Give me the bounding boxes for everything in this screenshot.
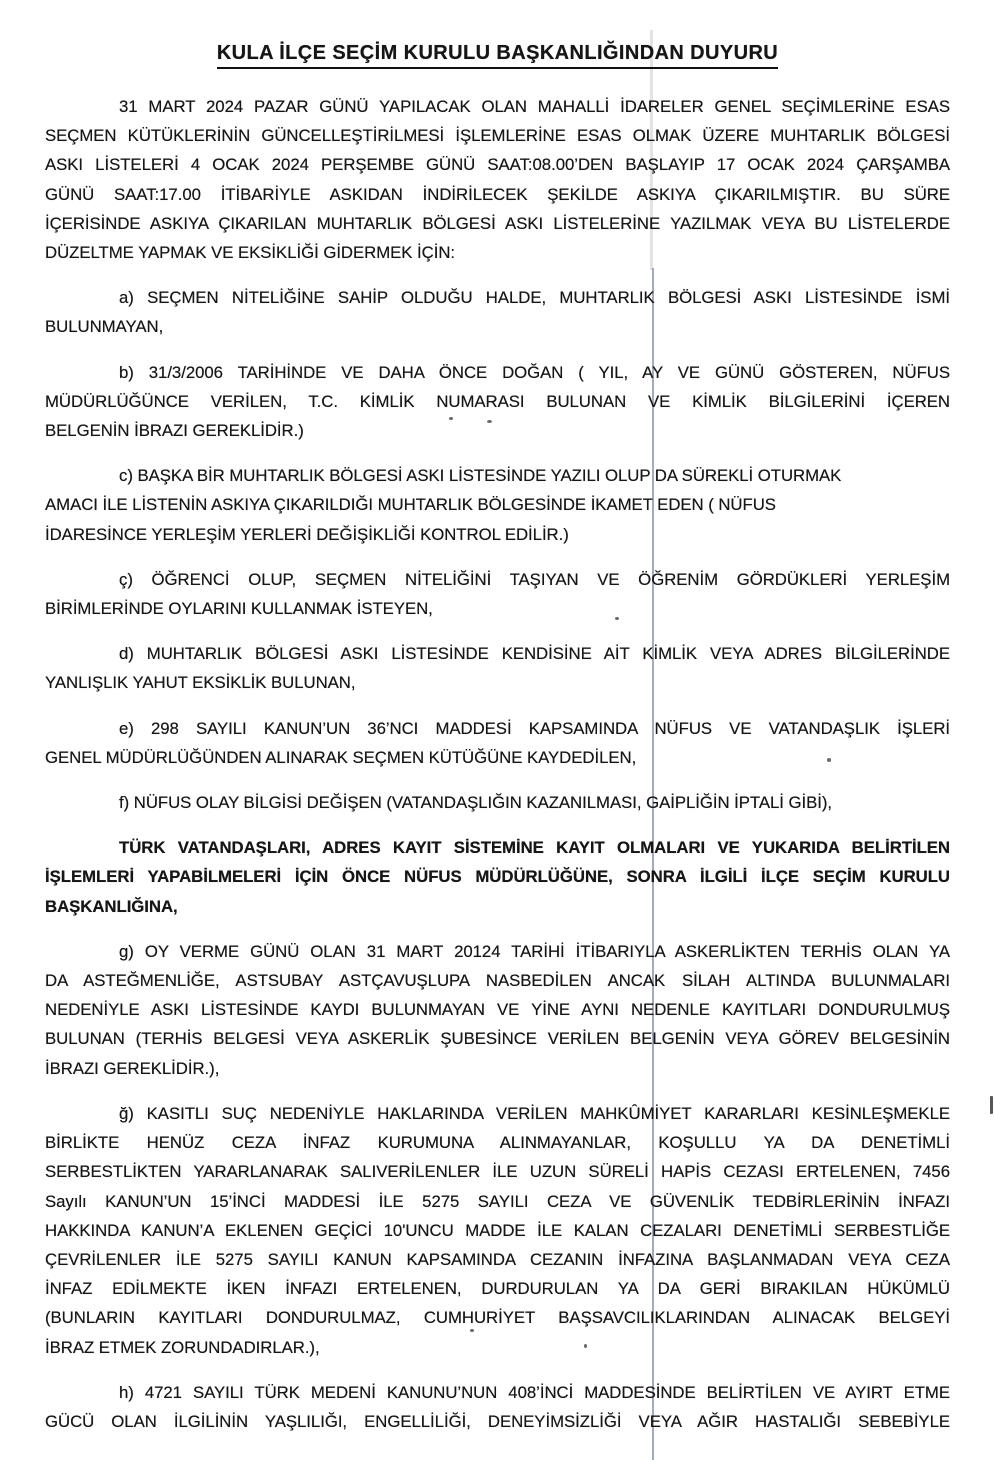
doc-line: BULUNMAYAN,	[45, 317, 164, 337]
doc-line: İBRAZ ETMEK ZORUNDADIRLAR.),	[45, 1337, 320, 1357]
paragraph-intro	[45, 92, 950, 267]
paragraph-item-c-cedilla	[45, 565, 950, 623]
document-title: KULA İLÇE SEÇİM KURULU BAŞKANLIĞINDAN DUYURU	[217, 42, 778, 69]
doc-line: DA ASTEĞMENLİĞE, ASTSUBAY ASTÇAVUŞLUPA NASBEDİLEN ANCAK SİLAH ALTINDA BULUNMALARI	[45, 971, 950, 991]
paragraph-item-a	[45, 283, 950, 341]
doc-line: BELGENİN İBRAZI GEREKLİDİR.)	[45, 421, 304, 441]
doc-line: TÜRK VATANDAŞLARI, ADRES KAYIT SİSTEMİNE KAYIT OLMALARI VE YUKARIDA BELİRTİLEN	[119, 838, 950, 858]
doc-line: İŞLEMLERİ YAPABİLMELERİ İÇİN ÖNCE NÜFUS MÜDÜRLÜĞÜNE, SONRA İLGİLİ İLÇE SEÇİM KURULU	[45, 867, 950, 887]
document-title-row	[45, 42, 950, 69]
document-body	[45, 92, 950, 1436]
doc-line: g) OY VERME GÜNÜ OLAN 31 MART 20124 TARİHİ İTİBARIYLA ASKERLİKTEN TERHİS OLAN YA	[119, 941, 950, 961]
paragraph-item-g-breve	[45, 1099, 950, 1362]
doc-line: BİRLİKTE HENÜZ CEZA İNFAZ KURUMUNA ALINMAYANLAR, KOŞULLU YA DA DENETİMLİ	[45, 1133, 950, 1153]
doc-line: İNFAZ EDİLMEKTE İKEN İNFAZI ERTELENEN, DURDURULAN YA DA GERİ BIRAKILAN HÜKÜMLÜ	[45, 1279, 950, 1299]
doc-line: a) SEÇMEN NİTELİĞİNE SAHİP OLDUĞU HALDE, MUHTARLIK BÖLGESİ ASKI LİSTESİNDE İSMİ	[119, 288, 950, 308]
scan-speck	[449, 417, 453, 420]
doc-line: NEDENİYLE ASKI LİSTESİNDE KAYDI BULUNMAYAN VE YİNE AYNI NEDENLE KAYITLARI DONDURULMUŞ	[45, 1000, 950, 1020]
doc-line: ÇEVRİLENLER İLE 5275 SAYILI KANUN KAPSAMINDA CEZANIN İNFAZINA BAŞLANMADAN VEYA CEZA	[45, 1249, 950, 1269]
doc-line: AMACI İLE LİSTENİN ASKIYA ÇIKARILDIĞI MUHTARLIK BÖLGESİNDE İKAMET EDEN ( NÜFUS	[45, 495, 776, 515]
doc-line: SERBESTLİKTEN YARARLANARAK SALIVERİLENLER İLE UZUN SÜRELİ HAPİS CEZASI ERTELENEN, 7456	[45, 1162, 950, 1182]
paragraph-item-f	[45, 788, 950, 817]
scan-speck	[584, 1344, 587, 1348]
doc-line: YANLIŞLIK YAHUT EKSİKLİK BULUNAN,	[45, 673, 356, 693]
scan-speck	[487, 420, 492, 423]
paragraph-bold-notice	[45, 833, 950, 921]
doc-line: BAŞKANLIĞINA,	[45, 896, 178, 916]
doc-line: f) NÜFUS OLAY BİLGİSİ DEĞİŞEN (VATANDAŞLIĞIN KAZANILMASI, GAİPLİĞİN İPTALİ GİBİ),	[119, 793, 833, 813]
scan-speck	[470, 1329, 474, 1332]
doc-line: ç) ÖĞRENCİ OLUP, SEÇMEN NİTELİĞİNİ TAŞIYAN VE ÖĞRENİM GÖRDÜKLERİ YERLEŞİM	[119, 569, 950, 589]
doc-line: ğ) KASITLI SUÇ NEDENİYLE HAKLARINDA VERİLEN MAHKÛMİYET KARARLARI KESİNLEŞMEKLE	[119, 1103, 950, 1123]
doc-line: (BUNLARIN KAYITLARI DONDURULMAZ, CUMHURİYET BAŞSAVCILIKLARINDAN ALINACAK BELGEYİ	[45, 1308, 950, 1328]
doc-line: BİRİMLERİNDE OYLARINI KULLANMAK İSTEYEN,	[45, 599, 433, 619]
paragraph-item-d	[45, 639, 950, 697]
doc-line: HAKKINDA KANUN’A EKLENEN GEÇİCİ 10'UNCU MADDE İLE KALAN CEZALARI DENETİMLİ SERBESTLİĞE	[45, 1220, 950, 1240]
doc-line: İBRAZI GEREKLİDİR.),	[45, 1058, 220, 1078]
doc-line: d) MUHTARLIK BÖLGESİ ASKI LİSTESİNDE KENDİSİNE AİT KİMLİK VEYA ADRES BİLGİLERİNDE	[119, 644, 950, 664]
scan-speck	[827, 758, 831, 762]
doc-line: GÜCÜ OLAN İLGİLİNİN YAŞLILIĞI, ENGELLİLİĞİ, DENEYİMSİZLİĞİ VEYA AĞIR HASTALIĞI SEBEBİYLE	[45, 1411, 950, 1431]
doc-line: e) 298 SAYILI KANUN’UN 36’NCI MADDESİ KAPSAMINDA NÜFUS VE VATANDAŞLIK İŞLERİ	[119, 718, 950, 738]
doc-line: GENEL MÜDÜRLÜĞÜNDEN ALINARAK SEÇMEN KÜTÜĞÜNE KAYDEDİLEN,	[45, 747, 637, 767]
scan-edge-mark	[990, 1096, 993, 1114]
doc-line: İÇERİSİNDE ASKIYA ÇIKARILAN MUHTARLIK BÖLGESİ ASKI LİSTELERİNE YAZILMAK VEYA BU LİSTELERDE	[45, 213, 950, 233]
document-content	[45, 42, 950, 1452]
doc-line: İDARESİNCE YERLEŞİM YERLERİ DEĞİŞİKLİĞİ KONTROL EDİLİR.)	[45, 524, 569, 544]
doc-line: c) BAŞKA BİR MUHTARLIK BÖLGESİ ASKI LİSTESİNDE YAZILI OLUP DA SÜREKLİ OTURMAK	[119, 466, 842, 486]
doc-line: b) 31/3/2006 TARİHİNDE VE DAHA ÖNCE DOĞAN ( YIL, AY VE GÜNÜ GÖSTEREN, NÜFUS	[119, 362, 950, 382]
paragraph-item-b	[45, 358, 950, 446]
paragraph-item-c	[45, 461, 950, 549]
paragraph-item-e	[45, 714, 950, 772]
doc-line: DÜZELTME YAPMAK VE EKSİKLİĞİ GİDERMEK İÇİN:	[45, 243, 456, 263]
doc-line: BULUNAN (TERHİS BELGESİ VEYA ASKERLİK ŞUBESİNCE VERİLEN BELGENİN VEYA GÖREV BELGESİNİN	[45, 1029, 950, 1049]
doc-line: 31 MART 2024 PAZAR GÜNÜ YAPILACAK OLAN MAHALLİ İDARELER GENEL SEÇİMLERİNE ESAS	[119, 97, 950, 116]
scan-speck	[615, 617, 619, 620]
doc-line: ASKI LİSTELERİ 4 OCAK 2024 PERŞEMBE GÜNÜ SAAT:08.00’DEN BAŞLAYIP 17 OCAK 2024 ÇARŞAMBA	[45, 155, 950, 175]
paragraph-item-h	[45, 1378, 950, 1436]
paragraph-item-g	[45, 937, 950, 1083]
doc-line: Sayılı KANUN’UN 15’İNCİ MADDESİ İLE 5275 SAYILI CEZA VE GÜVENLİK TEDBİRLERİNİN İNFAZI	[45, 1191, 950, 1211]
doc-line: MÜDÜRLÜĞÜNCE VERİLEN, T.C. KİMLİK NUMARASI BULUNAN VE KİMLİK BİLGİLERİNİ İÇEREN	[45, 391, 950, 411]
doc-line: GÜNÜ SAAT:17.00 İTİBARİYLE ASKIDAN İNDİRİLECEK ŞEKİLDE ASKIYA ÇIKARILMIŞTIR. BU SÜRE	[45, 184, 950, 204]
doc-line: h) 4721 SAYILI TÜRK MEDENİ KANUNU’NUN 408’İNCİ MADDESİNDE BELİRTİLEN VE AYIRT ETME	[119, 1382, 950, 1402]
doc-line: SEÇMEN KÜTÜKLERİNİN GÜNCELLEŞTİRİLMESİ İŞLEMLERİNE ESAS OLMAK ÜZERE MUHTARLIK BÖLGESİ	[45, 126, 950, 146]
